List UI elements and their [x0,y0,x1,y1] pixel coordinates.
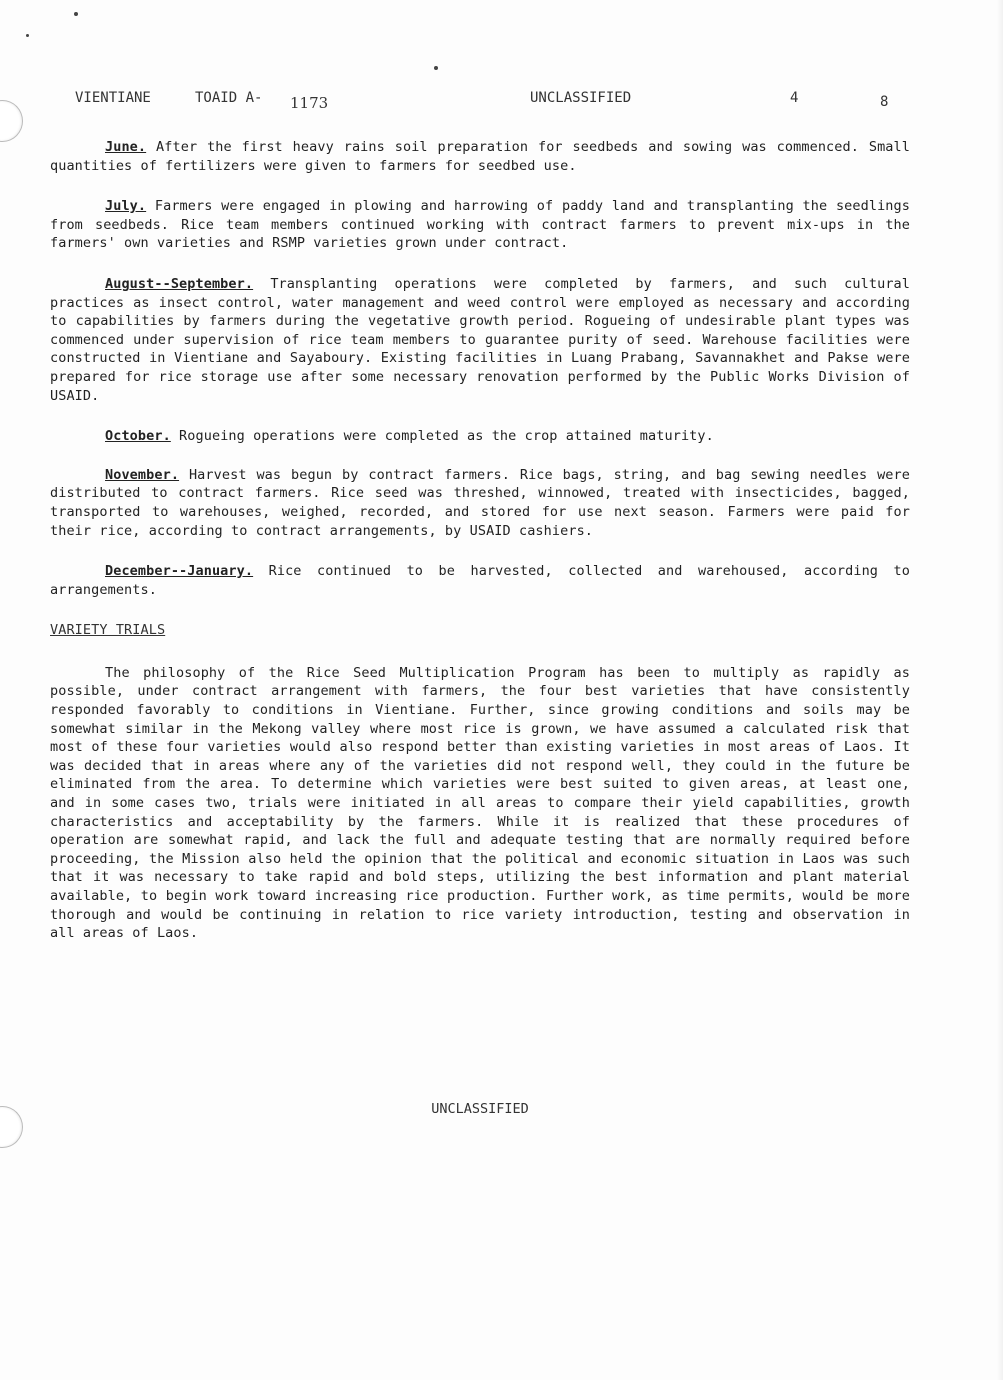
paragraph-text: Harvest was begun by contract farmers. Rice bags, string, and bag sewing needles were distributed to contract farmers. Rice seed was threshed, winnowed, treated with insecticides, bagged, transported to warehouses, weighed, recorded, and stored for use next season. Farmers were paid for their rice, according to contract arrangements, by USAID cashiers. [50,466,910,539]
paragraph-text: Transplanting operations were completed by farmers, and such cultural practices as insect control, water management and weed control were employed as necessary and according to capabilities by farmers during the vegetative growth period. Rogueing of undesirable plant types was commenced under supervision of rice team members to guarantee purity of seed. Warehouse facilities were constructed in Vientiane and Sayaboury. Existing facilities in Luang Prabang, Savannakhet and Pakse were prepared for rice storage use after some necessary renovation performed by the Public Works Division of USAID. [50,275,910,404]
document-body [50,138,910,965]
section-title-variety-trials: VARIETY TRIALS [50,622,166,639]
paragraph-text: After the first heavy rains soil preparation for seedbeds and sowing was commenced. Small quantities of fertilizers were given to farmers for seedbed use. [50,139,910,174]
footer-classification: UNCLASSIFIED [431,1101,529,1117]
paragraph-lead: June. [105,139,147,155]
paragraph-lead: August--September. [105,275,254,292]
header-classification: UNCLASSIFIED [530,90,632,106]
page-edge [997,0,1003,1380]
paragraph-july [50,197,910,253]
punch-hole-top [0,100,23,142]
paragraph-lead: December--January. [105,563,254,580]
header-page-number: 4 [790,90,799,106]
header-location: VIENTIANE [75,90,151,106]
paragraph-text: Rogueing operations were completed as the crop attained maturity. [170,428,714,445]
paragraph-june [50,138,910,175]
paragraph-august-september [50,275,910,405]
ink-speck [26,34,29,37]
paragraph-lead: October. [105,428,171,445]
document-header [75,90,893,114]
header-reference: TOAID A- [195,90,263,106]
paragraph-october [50,427,910,446]
paragraph-november [50,466,910,540]
paragraph-lead: November. [105,466,180,483]
paragraph-text: Rice continued to be harvested, collected and warehoused, according to arrangements. [50,563,910,598]
ink-speck [74,12,78,16]
paragraph-text: Farmers were engaged in plowing and harrowing of paddy land and transplanting the seedlings from seedbeds. Rice team members continued working with contract farmers to prevent mix-ups in the farmers' own varieties and RSMP varieties grown under contract. [50,198,910,252]
header-sheet-number: 8 [880,94,889,110]
paragraph-variety-trials: The philosophy of the Rice Seed Multiplication Program has been to multiply as rapidly as possible, under contract arrangement with farmers, the four best varieties that have consistently responded favorably to conditions in Vientiane. Further, since growing conditions and soils may be somewhat similar in the Mekong valley where most rice is grown, we have assumed a calculated risk that most of these four varieties would also respond better than existing varieties in most areas of Laos. It was decided that in areas where any of the varieties did not respond well, they could in the future be eliminated from the area. To determine which varieties were best suited to given areas, at least one, and in some cases two, trials were initiated in all areas to compare their yield capabilities, growth characteristics and acceptability by the farmers. While it is realized that these procedures of operation are somewhat rapid, and lack the full and adequate testing that are normally required before proceeding, the Mission also held the opinion that the political and economic situation in Laos was such that it was necessary to take rapid and bold steps, utilizing the best information and plant material available, to begin work toward increasing rice production. Further work, as time permits, would be more thorough and would be continuing in relation to rice variety introduction, testing and observation in all areas of Laos. [50,664,910,942]
paragraph-lead: July. [105,198,147,215]
ink-speck [434,66,438,70]
paragraph-december-january [50,562,910,599]
header-number: 1173 [290,94,329,112]
